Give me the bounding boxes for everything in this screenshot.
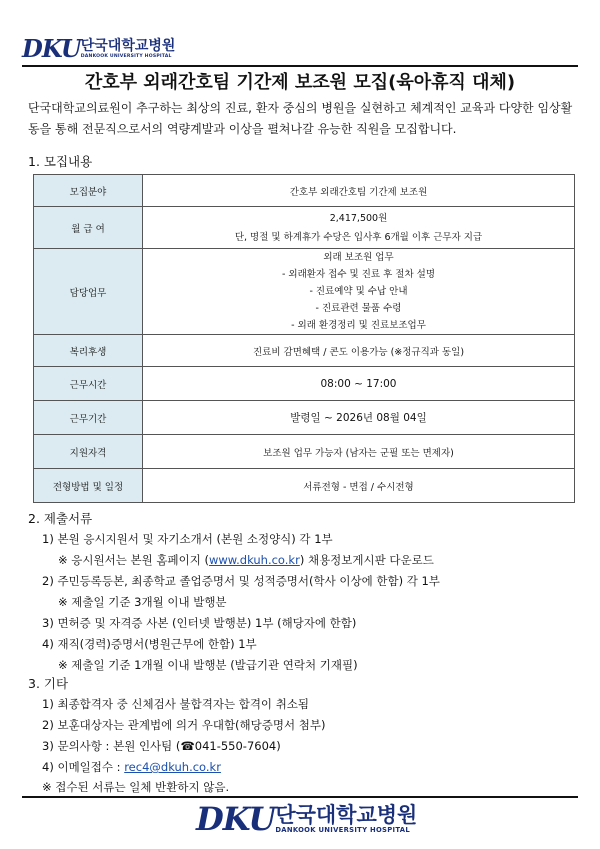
row-value: 2,417,500원 단, 명절 및 하계휴가 수당은 입사후 6개월 이후 근무자 지급 <box>143 207 575 249</box>
row-value: 08:00 ~ 17:00 <box>143 367 575 401</box>
other-item-4: 4) 이메일접수 : rec4@dkuh.co.kr <box>42 760 221 774</box>
row-label: 담당업무 <box>34 249 143 335</box>
row-value: 보조원 업무 가능자 (남자는 군필 또는 면제자) <box>143 435 575 469</box>
other-item-3: 3) 문의사항 : 본원 인사팀 (☎041-550-7604) <box>42 739 281 753</box>
email-link[interactable]: rec4@dkuh.co.kr <box>124 760 221 774</box>
documents-item-2-note: ※ 제출일 기준 3개월 이내 발행분 <box>58 595 227 609</box>
table-row <box>34 249 575 335</box>
documents-item-1-note: ※ 응시원서는 본원 홈페이지 (www.dkuh.co.kr) 채용정보게시판 다운로드 <box>58 553 434 567</box>
table-row <box>34 207 575 249</box>
table-row <box>34 401 575 435</box>
logo-name-ko: 단국대학교병원 <box>275 803 418 827</box>
row-label: 전형방법 및 일정 <box>34 469 143 503</box>
documents-item-4-note: ※ 제출일 기준 1개월 이내 발행분 (발급기관 연락처 기재필) <box>58 658 358 672</box>
table-row <box>34 435 575 469</box>
logo-name-ko: 단국대학교병원 <box>80 38 176 54</box>
documents-item-3: 3) 면허증 및 자격증 사본 (인터넷 발행분) 1부 (해당자에 한함) <box>42 616 357 630</box>
documents-item-1: 1) 본원 응시지원서 및 자기소개서 (본원 소정양식) 각 1부 <box>42 532 333 546</box>
row-label: 근무시간 <box>34 367 143 401</box>
bottom-divider <box>22 796 578 798</box>
table-row <box>34 335 575 367</box>
top-divider <box>22 65 578 67</box>
homepage-link[interactable]: www.dkuh.co.kr <box>208 553 300 567</box>
section-heading-recruitment: 1. 모집내용 <box>28 154 93 169</box>
row-value: 발령일 ~ 2026년 08월 04일 <box>143 401 575 435</box>
documents-item-4: 4) 재직(경력)증명서(병원근무에 한함) 1부 <box>42 637 257 651</box>
documents-item-2: 2) 주민등록등본, 최종학교 졸업증명서 및 성적증명서(학사 이상에 한함) 각 1부 <box>42 574 440 588</box>
row-label: 지원자격 <box>34 435 143 469</box>
row-value: 서류전형 - 면접 / 수시전형 <box>143 469 575 503</box>
dku-logo-mark: DKU <box>196 800 276 838</box>
row-label: 모집분야 <box>34 175 143 207</box>
table-row <box>34 469 575 503</box>
logo-name-en: DANKOOK UNIVERSITY HOSPITAL <box>80 54 172 59</box>
logo-wordmark <box>275 804 417 834</box>
dku-logo-mark: DKU <box>22 34 81 63</box>
row-label: 근무기간 <box>34 401 143 435</box>
logo-name-en: DANKOOK UNIVERSITY HOSPITAL <box>275 826 410 834</box>
logo-wordmark <box>81 39 176 60</box>
hospital-logo-bottom <box>196 800 418 838</box>
row-label: 월 급 여 <box>34 207 143 249</box>
table-row <box>34 175 575 207</box>
section-heading-documents: 2. 제출서류 <box>28 511 93 526</box>
other-item-2: 2) 보훈대상자는 관계법에 의거 우대함(해당증명서 첨부) <box>42 718 326 732</box>
page-title: 간호부 외래간호팀 기간제 보조원 모집(육아휴직 대체) <box>84 72 516 93</box>
section-heading-other: 3. 기타 <box>28 676 69 691</box>
intro-paragraph: 단국대학교의료원이 추구하는 최상의 진료, 환자 중심의 병원을 실현하고 체계적인 교육과 다양한 임상활동을 통해 전문직으로서의 역량계발과 이상을 펼쳐나갈 유능한 직원을 모집합니다. <box>28 101 573 136</box>
recruitment-table <box>33 174 575 503</box>
other-note: ※ 접수된 서류는 일체 반환하지 않음. <box>42 780 230 794</box>
row-value: 진료비 감면혜택 / 콘도 이용가능 (※정규직과 동일) <box>143 335 575 367</box>
table-row <box>34 367 575 401</box>
other-item-1: 1) 최종합격자 중 신체검사 불합격자는 합격이 취소됨 <box>42 697 310 711</box>
hospital-logo-top <box>22 34 176 63</box>
row-value: 외래 보조원 업무 - 외래환자 접수 및 진료 후 절차 설명 - 진료예약 및 수납 안내 - 진료관련 물품 수령 - 외래 환경정리 및 진료보조업무 <box>143 249 575 335</box>
row-value: 간호부 외래간호팀 기간제 보조원 <box>143 175 575 207</box>
row-label: 복리후생 <box>34 335 143 367</box>
